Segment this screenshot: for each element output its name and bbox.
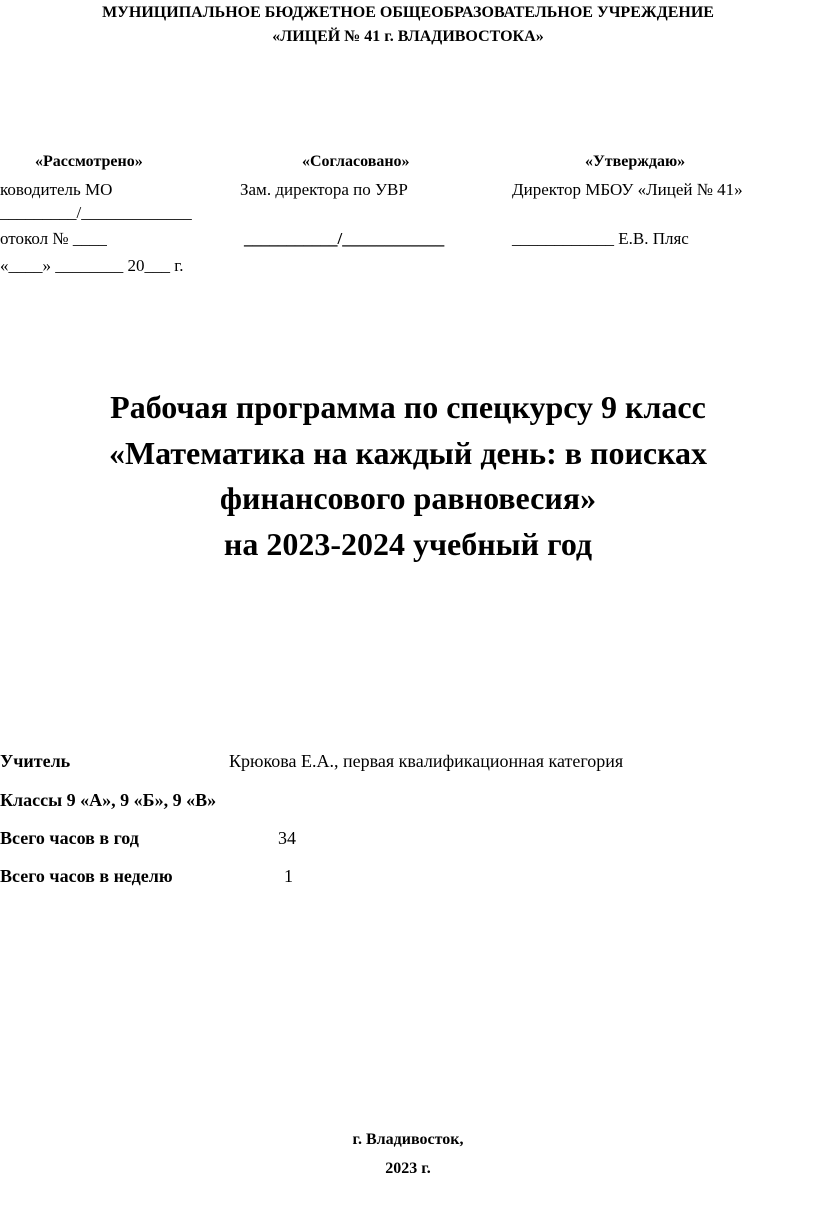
- classes-line: Классы 9 «А», 9 «Б», 9 «В»: [0, 790, 217, 810]
- title-line2: «Математика на каждый день: в поисках: [108, 435, 708, 471]
- reviewed-date: «____» ________ 20___ г.: [0, 256, 184, 275]
- agreed-role: Зам. директора по УВР: [240, 180, 408, 199]
- school-name-line1: МУНИЦИПАЛЬНОЕ БЮДЖЕТНОЕ ОБЩЕОБРАЗОВАТЕЛЬНОЕ УЧРЕЖДЕНИЕ: [102, 4, 714, 21]
- reviewed-protocol: отокол № ____: [0, 229, 107, 248]
- footer-city: г. Владивосток,: [352, 1131, 464, 1148]
- teacher-value: Крюкова Е.А., первая квалификационная категория: [229, 751, 624, 771]
- reviewed-heading: «Рассмотрено»: [35, 153, 143, 170]
- agreed-signature-line: ___________/____________: [244, 229, 445, 248]
- title-line1: Рабочая программа по спецкурсу 9 класс: [110, 389, 706, 425]
- footer-year: 2023 г.: [385, 1160, 431, 1177]
- teacher-label: Учитель: [0, 751, 71, 771]
- hours-week-label: Всего часов в неделю: [0, 866, 173, 886]
- title-line4: на 2023-2024 учебный год: [223, 526, 593, 562]
- approved-signature-line: ____________ Е.В. Пляс: [512, 229, 689, 248]
- approved-heading: «Утверждаю»: [585, 153, 686, 170]
- hours-year-value: 34: [278, 828, 296, 848]
- hours-week-value: 1: [284, 866, 293, 886]
- agreed-heading: «Согласовано»: [302, 153, 410, 170]
- reviewed-signature-line: _________/_____________: [0, 203, 192, 222]
- title-line3: финансового равновесия»: [219, 480, 597, 516]
- approved-role: Директор МБОУ «Лицей № 41»: [512, 180, 743, 199]
- reviewed-role: ководитель МО: [0, 180, 113, 199]
- school-name-line2: «ЛИЦЕЙ № 41 г. ВЛАДИВОСТОКА»: [272, 28, 544, 45]
- hours-year-label: Всего часов в год: [0, 828, 139, 848]
